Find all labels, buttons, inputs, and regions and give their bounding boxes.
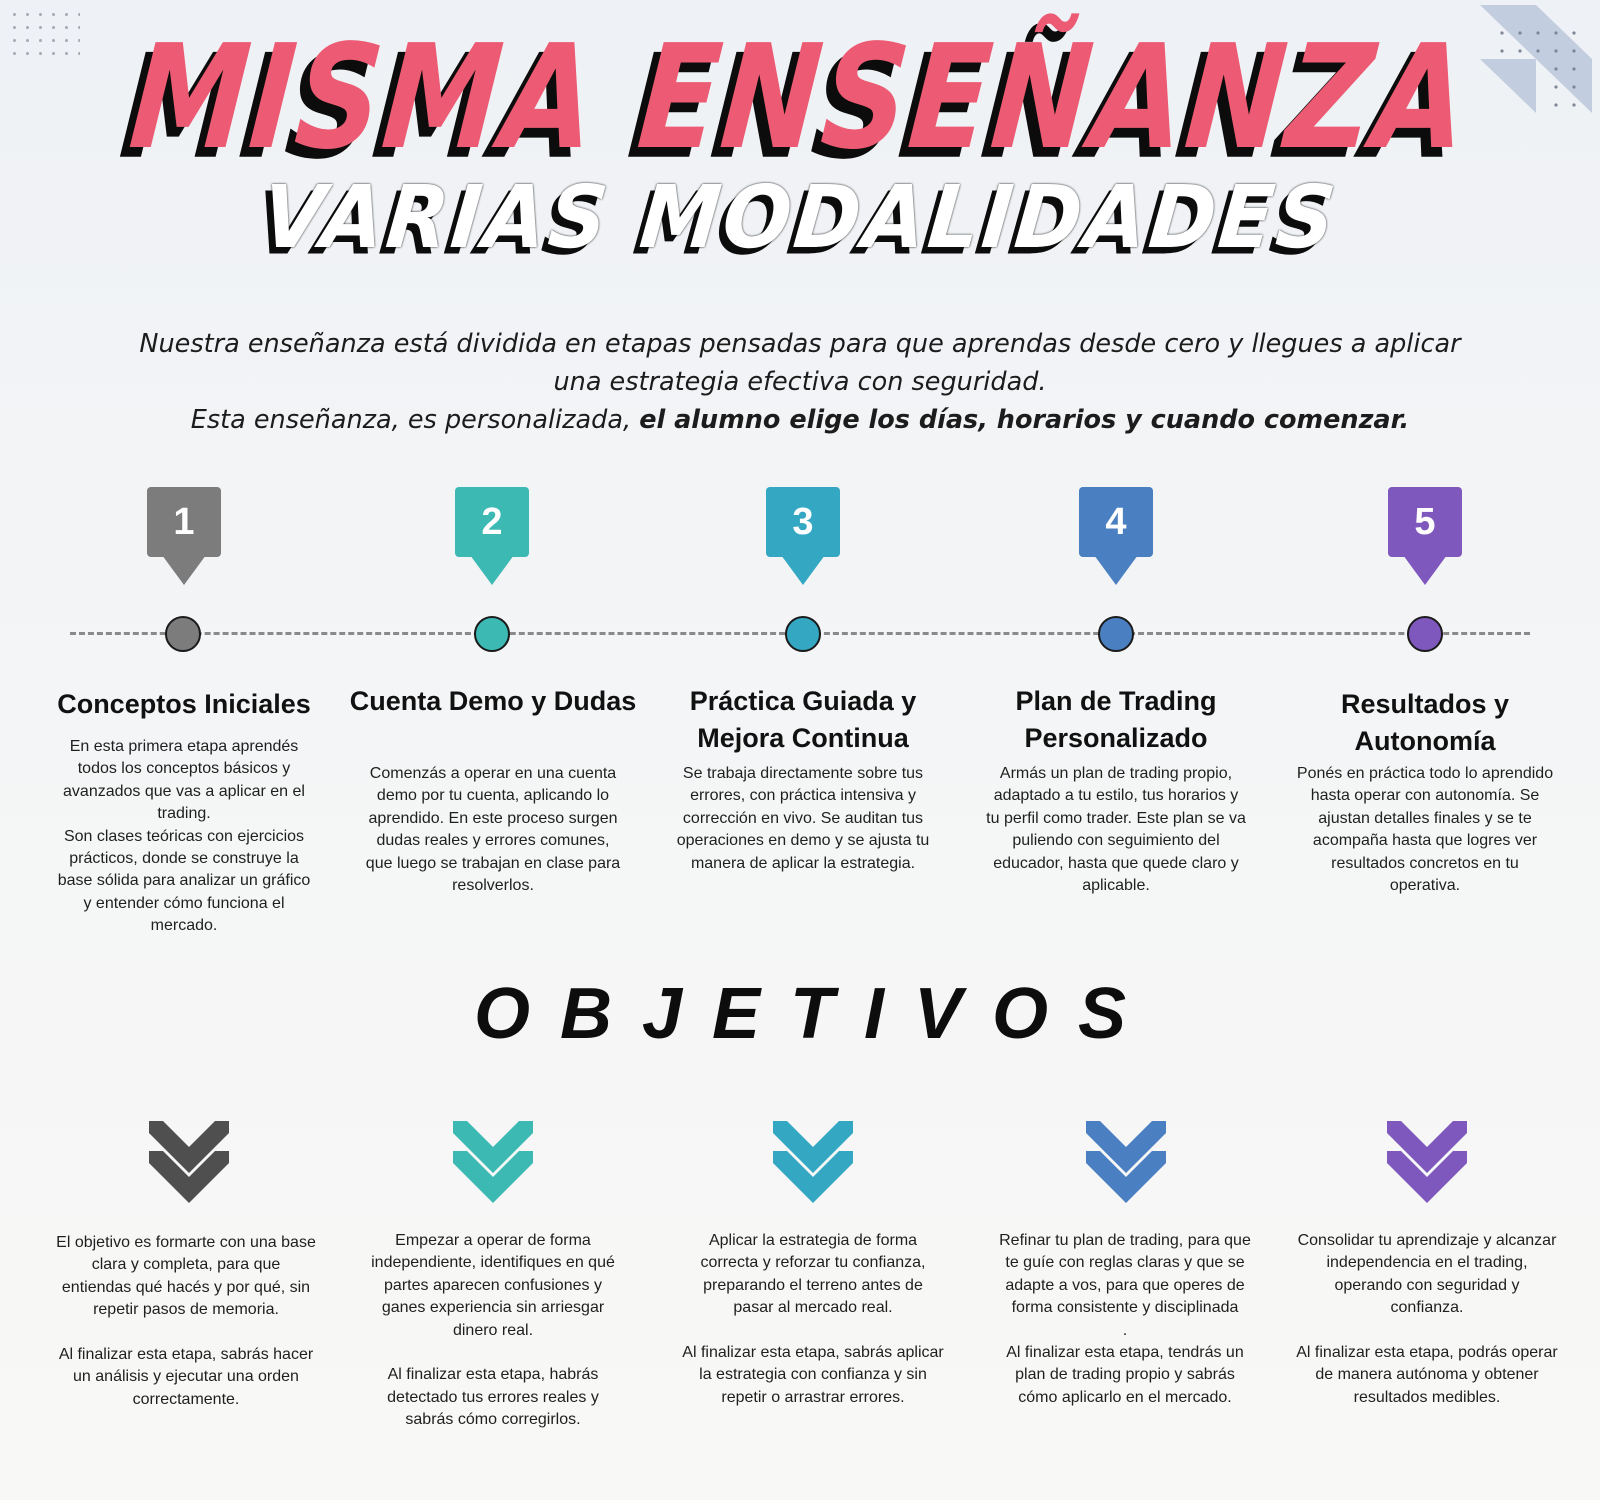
stage-5-description: Ponés en práctica todo lo aprendido hasta operar con autonomía. Se ajustan detalles finales y se te acompaña hasta que logres ver resultados concretos en tu operativa.: [1296, 765, 1554, 895]
objetivo-3-description: Aplicar la estrategia de forma correcta y reforzar tu confianza, preparando el terreno antes de pasar al mercado real. Al finalizar esta etapa, sabrás aplicar la estrategia con confianza y sin repetir o arrastrar errores.: [682, 1232, 944, 1406]
stage-5-number: 5: [1388, 487, 1462, 557]
stage-5-marker: [1388, 487, 1462, 587]
stage-1-title: Conceptos Iniciales: [57, 689, 311, 719]
stage-1-marker-pointer: [162, 555, 206, 585]
intro-line-2-normal: Esta enseñanza, es personalizada,: [190, 405, 640, 435]
chevron-down-icon: [447, 1115, 539, 1205]
objetivo-5-description: Consolidar tu aprendizaje y alcanzar independencia en el trading, operando con seguridad y confianza. Al finalizar esta etapa, podrás operar de manera autónoma y obtener resultados medibles.: [1296, 1232, 1558, 1406]
stage-2-description: Comenzás a operar en una cuenta demo por tu cuenta, aplicando lo aprendido. En este proceso surgen dudas reales y errores comunes, que luego se trabajan en clase para resolverlos.: [365, 765, 621, 895]
stage-4-marker-pointer: [1094, 555, 1138, 585]
intro-line-1: Nuestra enseñanza está dividida en etapas pensadas para que aprendas desde cero y llegues a aplicar una estrategia efectiva con seguridad.: [139, 329, 1461, 397]
stage-2-marker-pointer: [470, 555, 514, 585]
stage-4-title: Plan de Trading Personalizado: [1015, 686, 1217, 753]
stage-2-timeline-dot: [474, 616, 510, 652]
stage-3-marker-pointer: [781, 555, 825, 585]
stage-4-timeline-dot: [1098, 616, 1134, 652]
objetivos-heading: OBJETIVOS: [473, 974, 1157, 1054]
stage-4-number: 4: [1079, 487, 1153, 557]
main-title: MISMA ENSEÑANZA: [124, 12, 1476, 182]
chevron-down-icon: [143, 1115, 235, 1205]
stage-5-timeline-dot: [1407, 616, 1443, 652]
objetivo-2-description: Empezar a operar de forma independiente, identifiques en qué partes aparecen confusiones y ganes experiencia sin arriesgar dinero real. Al finalizar esta etapa, habrás detectado tus errores reales y sabrás cómo corregirlos.: [371, 1232, 615, 1429]
stage-4-description: Armás un plan de trading propio, adaptado a tu estilo, tus horarios y tu perfil como trader. Este plan se va puliendo con seguimiento del educador, hasta que quede claro y aplicable.: [986, 765, 1246, 895]
stage-2-marker: [455, 487, 529, 587]
stage-3-marker: [766, 487, 840, 587]
stage-3-description: Se trabaja directamente sobre tus errores, con práctica intensiva y corrección en vivo. Se auditan tus operaciones en demo y se ajusta tu manera de aplicar la estrategia.: [676, 765, 930, 872]
intro-line-2: [130, 401, 1470, 439]
chevron-down-icon: [767, 1115, 859, 1205]
stage-3-number: 3: [766, 487, 840, 557]
stage-4-marker: [1079, 487, 1153, 587]
stage-3-timeline-dot: [785, 616, 821, 652]
stage-1-number: 1: [147, 487, 221, 557]
stage-2-title: Cuenta Demo y Dudas: [349, 686, 637, 716]
stage-5-title: Resultados y Autonomía: [1340, 689, 1510, 756]
stage-1-description: En esta primera etapa aprendés todos los conceptos básicos y avanzados que vas a aplicar en el trading. Son clases teóricas con ejercicios prácticos, donde se construye la base sólida para analizar un gráfico y entender cómo funciona el mercado.: [57, 738, 311, 935]
intro-paragraph: [130, 325, 1470, 439]
objetivo-1-description: El objetivo es formarte con una base clara y completa, para que entiendas qué hacés y por qué, sin repetir pasos de memoria. Al finalizar esta etapa, sabrás hacer un análisis y ejecutar una orden correctamente.: [56, 1234, 316, 1408]
stage-2-number: 2: [455, 487, 529, 557]
subtitle: VARIAS MODALIDADES: [257, 167, 1343, 268]
stage-1-marker: [147, 487, 221, 587]
objetivo-4-description: Refinar tu plan de trading, para que te guíe con reglas claras y que se adapte a vos, para que operes de forma consistente y disciplinada . Al finalizar esta etapa, tendrás un plan de trading propio y sabrás cómo aplicarlo en el mercado.: [999, 1232, 1251, 1406]
stage-1-timeline-dot: [165, 616, 201, 652]
stage-5-marker-pointer: [1403, 555, 1447, 585]
stage-3-title: Práctica Guiada y Mejora Continua: [689, 686, 917, 753]
chevron-down-icon: [1381, 1115, 1473, 1205]
intro-line-2-bold: el alumno elige los días, horarios y cuando comenzar.: [639, 405, 1410, 435]
chevron-down-icon: [1080, 1115, 1172, 1205]
